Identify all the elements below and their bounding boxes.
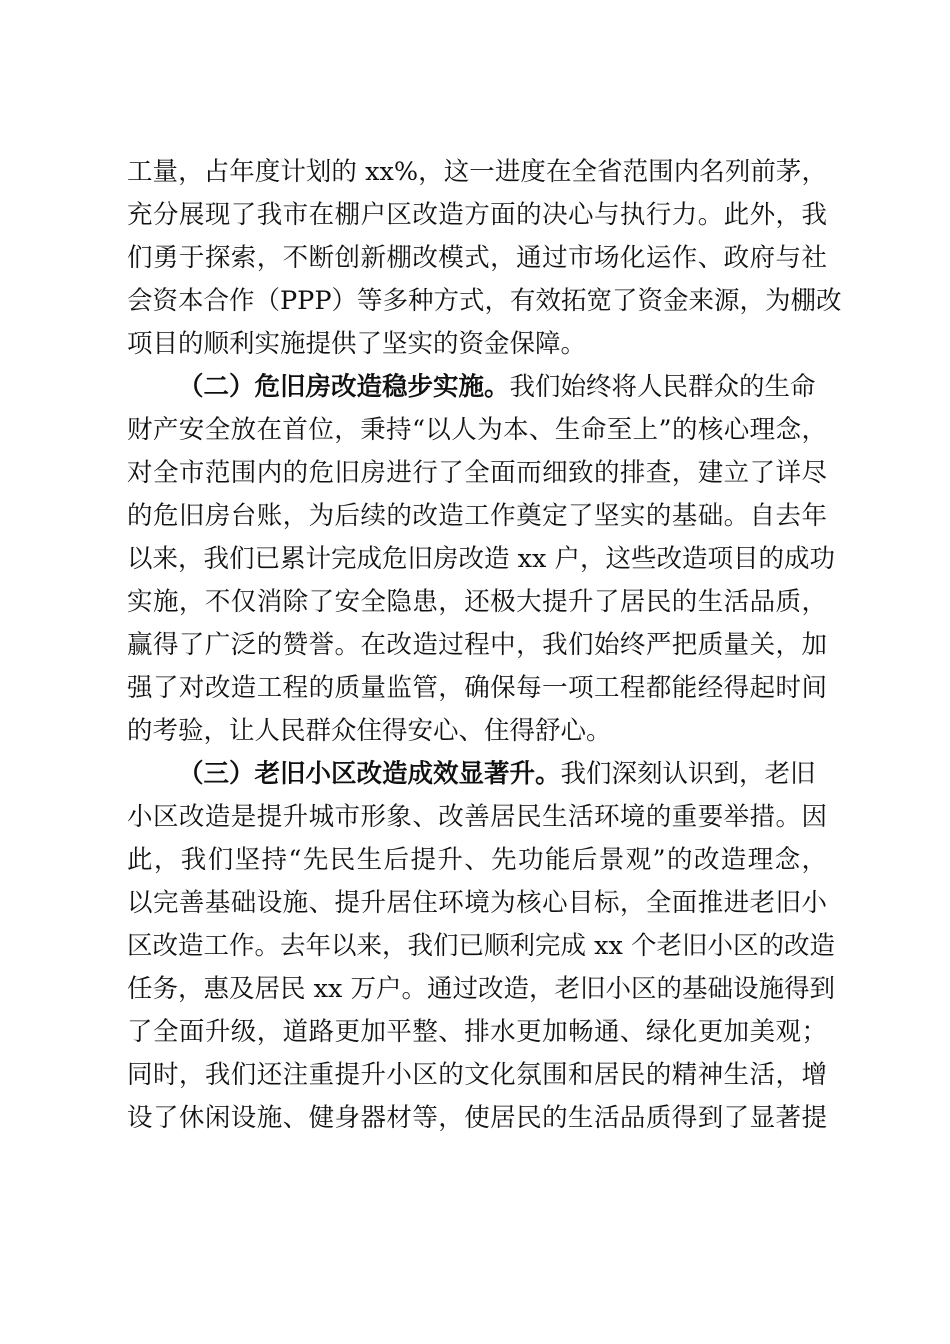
body-text-line: 区改造工作。去年以来，我们已顺利完成 xx 个老旧小区的改造 <box>127 931 835 961</box>
body-text-line: 充分展现了我市在棚户区改造方面的决心与执行力。此外，我 <box>127 200 827 230</box>
body-text-line: 财产安全放在首位，秉持“以人为本、生命至上”的核心理念， <box>127 415 827 445</box>
body-text-line: 此，我们坚持“先民生后提升、先功能后景观”的改造理念， <box>127 845 827 875</box>
body-text-line: 了全面升级，道路更加平整、排水更加畅通、绿化更加美观； <box>127 1017 827 1047</box>
body-text-line: 实施，不仅消除了安全隐患，还极大提升了居民的生活品质， <box>127 587 827 617</box>
body-text-line: 们勇于探索，不断创新棚改模式，通过市场化运作、政府与社 <box>127 243 827 273</box>
section-heading: （三）老旧小区改造成效显著升。 <box>178 759 561 789</box>
body-text-line: 的危旧房台账，为后续的改造工作奠定了坚实的基础。自去年 <box>127 501 827 531</box>
paragraph-first-line <box>178 754 827 794</box>
body-text-line: 赢得了广泛的赞誉。在改造过程中，我们始终严把质量关，加 <box>127 630 827 660</box>
body-text-line: 会资本合作（PPP）等多种方式，有效拓宽了资金来源，为棚改 <box>127 286 842 316</box>
body-text-line: 以来，我们已累计完成危旧房改造 xx 户，这些改造项目的成功 <box>127 544 835 574</box>
body-text-line: 对全市范围内的危旧房进行了全面而细致的排查，建立了详尽 <box>127 458 827 488</box>
body-text-line: 同时，我们还注重提升小区的文化氛围和居民的精神生活，增 <box>127 1060 827 1090</box>
body-text-line: 强了对改造工程的质量监管，确保每一项工程都能经得起时间 <box>127 673 827 703</box>
body-text-line: 项目的顺利实施提供了坚实的资金保障。 <box>127 329 587 359</box>
body-text-line: 工量，占年度计划的 xx%，这一进度在全省范围内名列前茅， <box>127 157 827 187</box>
body-text-line: 设了休闲设施、健身器材等，使居民的生活品质得到了显著提 <box>127 1103 827 1133</box>
body-text-line: 的考验，让人民群众住得安心、住得舒心。 <box>127 716 612 746</box>
body-text-line: 小区改造是提升城市形象、改善居民生活环境的重要举措。因 <box>127 802 827 832</box>
body-text-line: 任务，惠及居民 xx 万户。通过改造，老旧小区的基础设施得到 <box>127 974 835 1004</box>
section-heading: （二）危旧房改造稳步实施。 <box>178 372 510 402</box>
body-text-line: 以完善基础设施、提升居住环境为核心目标，全面推进老旧小 <box>127 888 827 918</box>
body-text: 我们深刻认识到，老旧 <box>560 759 816 789</box>
body-text: 我们始终将人民群众的生命 <box>509 372 816 402</box>
paragraph-first-line <box>178 367 827 407</box>
